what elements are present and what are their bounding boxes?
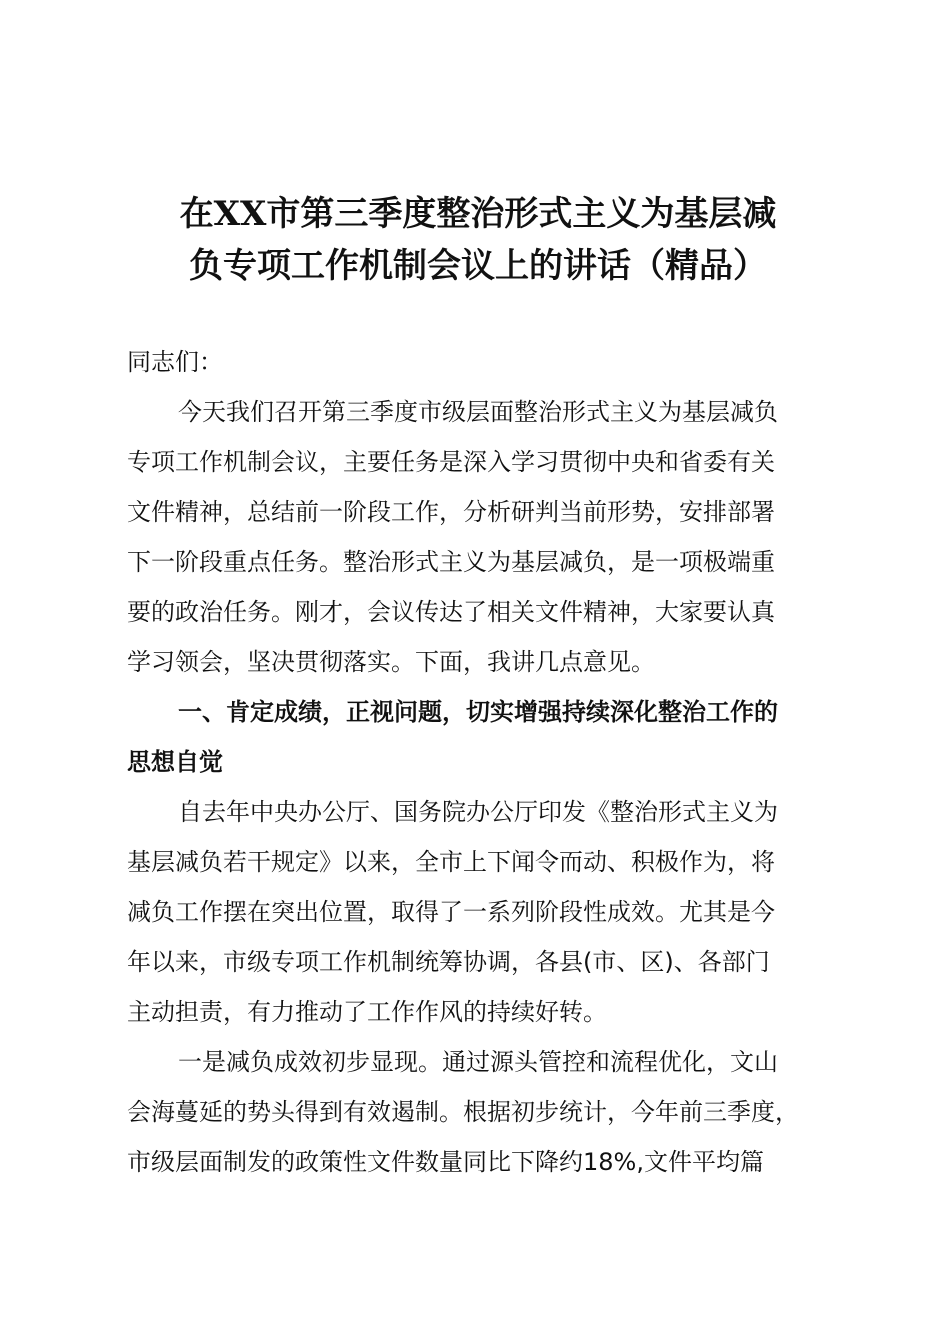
section-heading-1 [127,687,827,787]
paragraph-line: 专项工作机制会议，主要任务是深入学习贯彻中央和省委有关 [127,448,775,476]
title-line: 负专项工作机制会议上的讲话（精品） [189,246,767,286]
paragraph-line: 市级层面制发的政策性文件数量同比下降约18%,文件平均篇 [127,1148,764,1176]
heading-line: 一、肯定成绩，正视问题，切实增强持续深化整治工作的 [178,698,778,726]
heading-line: 思想自觉 [127,748,223,776]
paragraph-line: 主动担责，有力推动了工作作风的持续好转。 [127,998,607,1026]
paragraph-line: 今天我们召开第三季度市级层面整治形式主义为基层减负 [178,398,778,426]
paragraph-burden-reduction [127,1037,827,1187]
paragraph-opening [127,387,827,687]
paragraph-line: 减负工作摆在突出位置，取得了一系列阶段性成效。尤其是今 [127,898,775,926]
paragraph-line: 学习领会，坚决贯彻落实。下面，我讲几点意见。 [127,648,655,676]
paragraph-line: 年以来，市级专项工作机制统筹协调，各县(市、区)、各部门 [127,948,770,976]
salutation: 同志们： [127,348,223,376]
paragraph-line: 会海蔓延的势头得到有效遏制。根据初步统计，今年前三季度， [127,1098,799,1126]
document-body [127,337,827,1187]
title-line: 在XX市第三季度整治形式主义为基层减 [179,194,777,234]
paragraph-line: 文件精神，总结前一阶段工作，分析研判当前形势，安排部署 [127,498,775,526]
paragraph-line: 一是减负成效初步显现。通过源头管控和流程优化，文山 [178,1048,778,1076]
paragraph-achievements [127,787,827,1037]
paragraph-line: 下一阶段重点任务。整治形式主义为基层减负，是一项极端重 [127,548,775,576]
paragraph-line: 自去年中央办公厅、国务院办公厅印发《整治形式主义为 [178,798,778,826]
paragraph-line: 要的政治任务。刚才，会议传达了相关文件精神，大家要认真 [127,598,775,626]
document-title [128,188,828,292]
paragraph-line: 基层减负若干规定》以来，全市上下闻令而动、积极作为，将 [127,848,775,876]
